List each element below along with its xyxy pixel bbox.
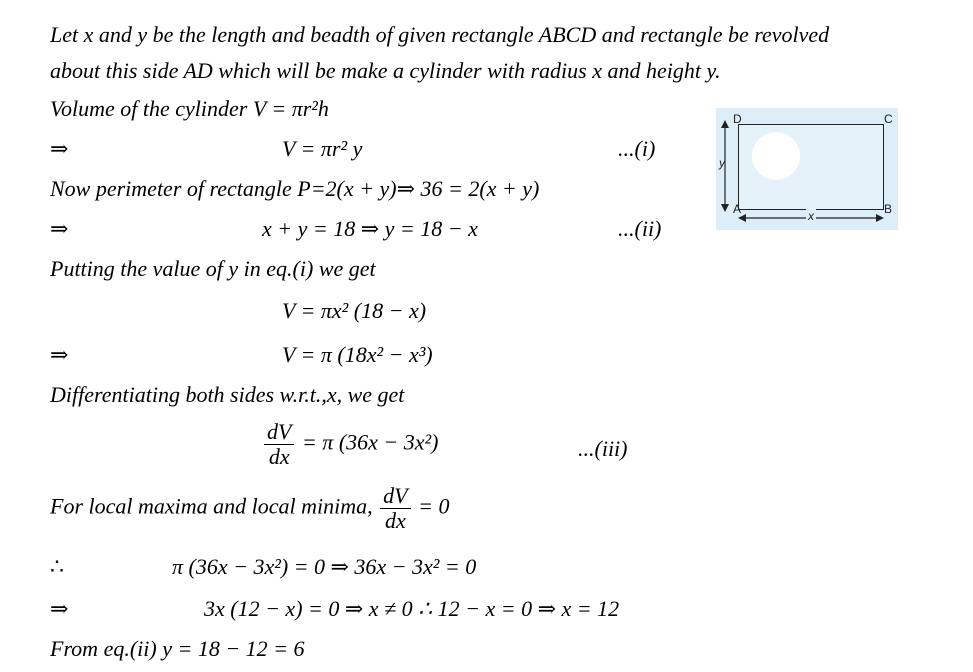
- eq-13: π (36x − 3x²) = 0 ⇒ 36x − 3x² = 0: [172, 554, 477, 579]
- fraction-dv-dx: [264, 420, 294, 469]
- line-1: Let x and y be the length and beadth of given rectangle ABCD and rectangle be revolved: [50, 22, 830, 47]
- label-c: C: [884, 112, 893, 126]
- eq-8: V = πx² (18 − x): [282, 298, 427, 323]
- label-b: B: [884, 202, 893, 216]
- fraction-numerator: dV: [380, 484, 410, 509]
- line-3: Volume of the cylinder V = πr²h: [50, 96, 329, 121]
- label-x: x: [808, 209, 814, 223]
- line-10: Differentiating both sides w.r.t.,x, we get: [50, 382, 405, 407]
- eq-14: 3x (12 − x) = 0 ⇒ x ≠ 0 ∴ 12 − x = 0 ⇒ x = 12: [204, 596, 620, 621]
- tag-i: ...(i): [618, 136, 656, 161]
- arrow-14: ⇒: [50, 596, 69, 621]
- tag-iii: ...(iii): [578, 436, 628, 461]
- label-a: A: [733, 202, 742, 216]
- label-y: y: [719, 156, 725, 170]
- therefore-13: ∴: [50, 554, 64, 579]
- tag-ii: ...(ii): [618, 216, 662, 241]
- fraction-dv-dx-2: [380, 484, 410, 533]
- line-2: about this side AD which will be make a cylinder with radius x and height y.: [50, 58, 721, 83]
- line-12: [50, 484, 449, 533]
- eq-9: V = π (18x² − x³): [282, 342, 433, 367]
- arrow-6: ⇒: [50, 216, 69, 241]
- fraction-numerator: dV: [264, 420, 294, 445]
- line-12-text: For local maxima and local minima,: [50, 493, 373, 519]
- label-d: D: [733, 112, 742, 126]
- rectangle-figure: [716, 108, 898, 230]
- fraction-denominator: dx: [384, 508, 406, 533]
- line-5: Now perimeter of rectangle P=2(x + y)⇒ 36 = 2(x + y): [50, 176, 540, 201]
- line-7: Putting the value of y in eq.(i) we get: [50, 256, 376, 281]
- fraction-denominator: dx: [268, 444, 290, 469]
- eq-4: V = πr² y: [282, 136, 363, 161]
- arrow-4: ⇒: [50, 136, 69, 161]
- line-12-rhs: = 0: [418, 493, 450, 519]
- eq-6: x + y = 18 ⇒ y = 18 − x: [262, 216, 478, 241]
- eq-11: [262, 420, 438, 469]
- line-15: From eq.(ii) y = 18 − 12 = 6: [50, 636, 305, 661]
- arrow-9: ⇒: [50, 342, 69, 367]
- eq-11-rhs: = π (36x − 3x²): [301, 429, 439, 455]
